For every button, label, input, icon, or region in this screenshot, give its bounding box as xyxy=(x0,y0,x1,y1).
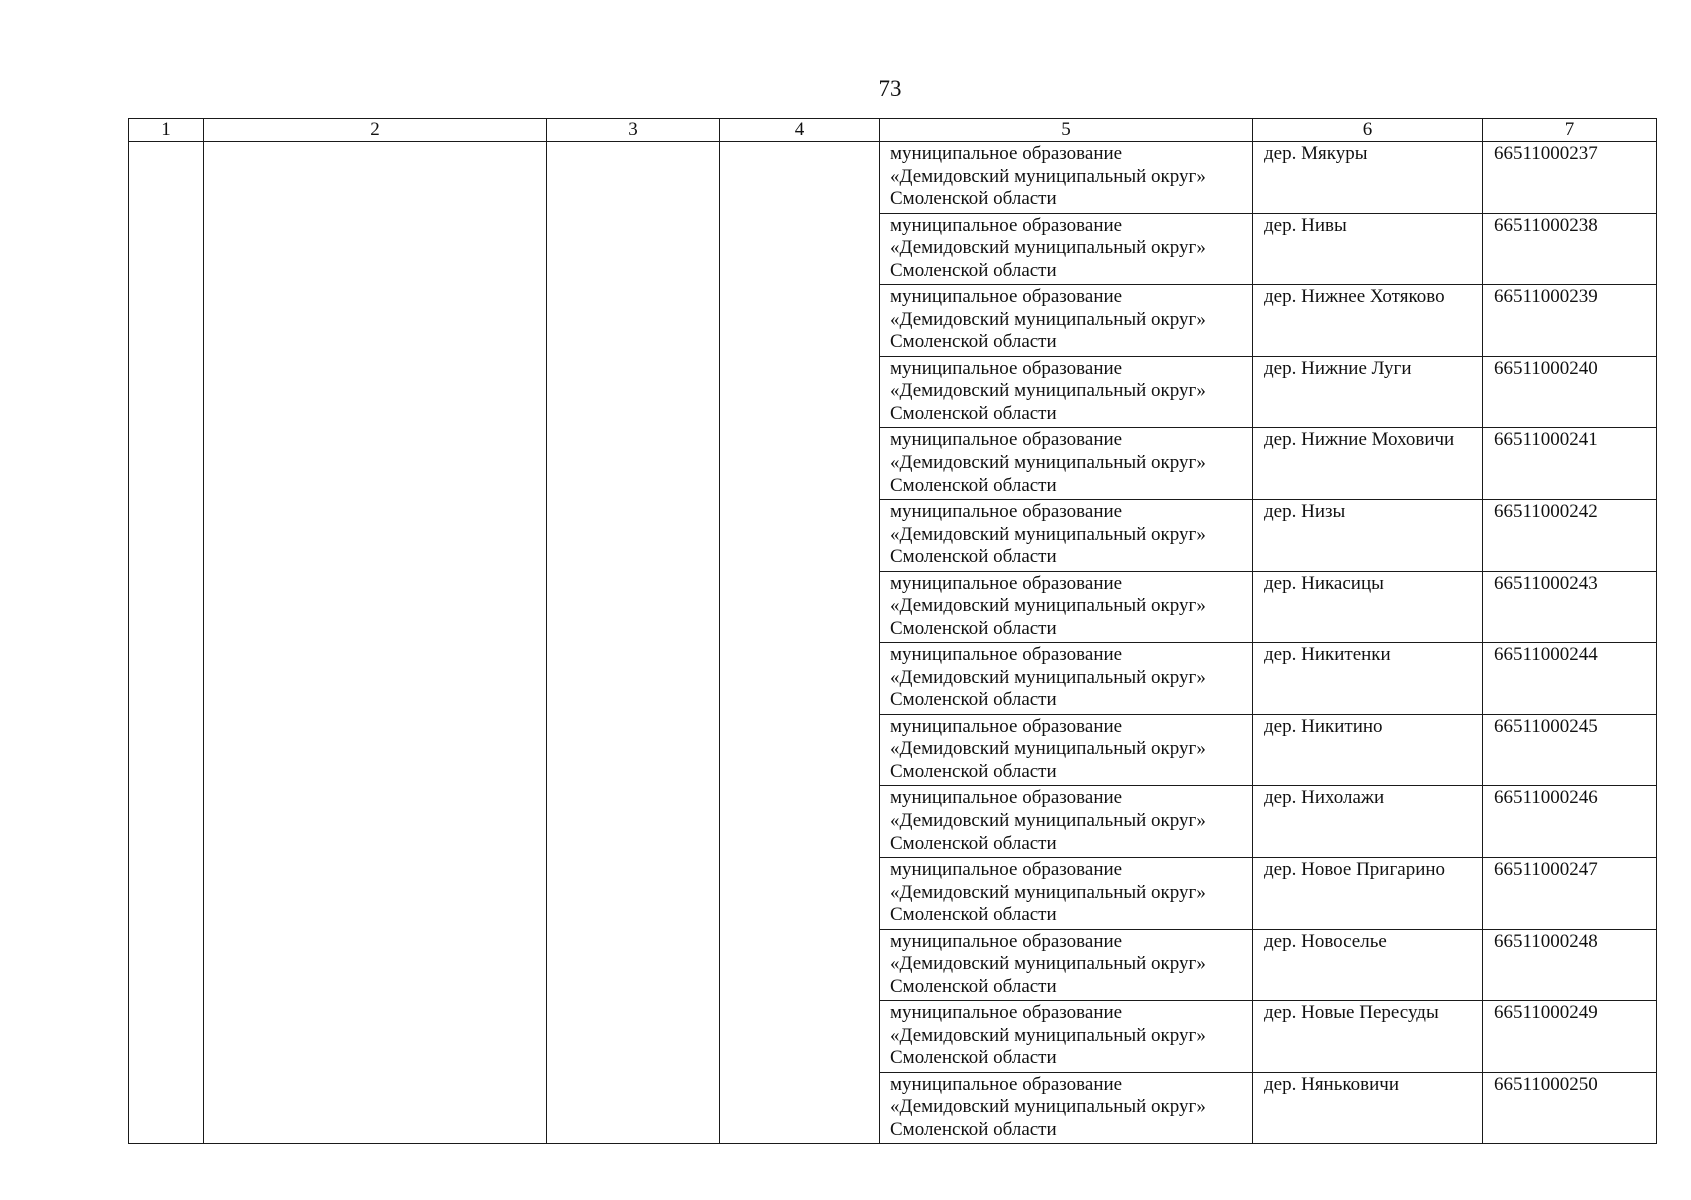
code-cell: 66511000242 xyxy=(1483,499,1657,571)
settlement-cell: дер. Нижние Моховичи xyxy=(1253,428,1483,500)
settlement-cell: дер. Новое Пригарино xyxy=(1253,857,1483,929)
column-2-merged-cell xyxy=(204,142,547,1144)
municipality-line: муниципальное образование xyxy=(890,1073,1123,1095)
settlement-cell: дер. Нивы xyxy=(1253,213,1483,285)
municipality-line: муниципальное образование xyxy=(890,143,1123,164)
settlement-cell: дер. Мякуры xyxy=(1253,142,1483,214)
municipality-cell xyxy=(880,929,1253,1001)
column-header-5: 5 xyxy=(880,119,1253,142)
municipality-line: «Демидовский муниципальный округ» xyxy=(890,237,1206,259)
municipality-line: «Демидовский муниципальный округ» xyxy=(890,1096,1206,1118)
municipality-cell xyxy=(880,285,1253,357)
code-cell: 66511000248 xyxy=(1483,929,1657,1001)
settlement-cell: дер. Низы xyxy=(1253,499,1483,571)
municipality-line: Смоленской области xyxy=(890,760,1057,782)
code-cell: 66511000245 xyxy=(1483,714,1657,786)
municipality-cell xyxy=(880,499,1253,571)
municipality-line: «Демидовский муниципальный округ» xyxy=(890,165,1206,187)
column-1-merged-cell xyxy=(129,142,204,1144)
code-cell: 66511000249 xyxy=(1483,1001,1657,1073)
municipality-cell xyxy=(880,714,1253,786)
code-cell: 66511000250 xyxy=(1483,1072,1657,1144)
code-cell: 66511000244 xyxy=(1483,643,1657,715)
municipality-line: Смоленской области xyxy=(890,975,1057,997)
municipality-line: муниципальное образование xyxy=(890,214,1123,236)
column-header-6: 6 xyxy=(1253,119,1483,142)
column-header-4: 4 xyxy=(720,119,880,142)
municipality-line: Смоленской области xyxy=(890,402,1057,424)
municipality-line: Смоленской области xyxy=(890,1047,1057,1069)
column-header-1: 1 xyxy=(129,119,204,142)
settlement-cell: дер. Нихолажи xyxy=(1253,786,1483,858)
settlement-cell: дер. Няньковичи xyxy=(1253,1072,1483,1144)
column-4-merged-cell xyxy=(720,142,880,1144)
municipality-cell xyxy=(880,643,1253,715)
settlement-cell: дер. Новые Пересуды xyxy=(1253,1001,1483,1073)
municipality-line: муниципальное образование xyxy=(890,858,1123,880)
municipality-line: «Демидовский муниципальный округ» xyxy=(890,523,1206,545)
page-number: 73 xyxy=(878,76,902,101)
municipality-line: муниципальное образование xyxy=(890,1002,1123,1024)
settlement-cell: дер. Нижнее Хотяково xyxy=(1253,285,1483,357)
municipality-line: Смоленской области xyxy=(890,188,1057,210)
municipality-line: муниципальное образование xyxy=(890,572,1123,594)
municipality-cell xyxy=(880,1072,1253,1144)
municipality-line: «Демидовский муниципальный округ» xyxy=(890,308,1206,330)
settlement-cell: дер. Новоселье xyxy=(1253,929,1483,1001)
municipality-line: муниципальное образование xyxy=(890,787,1123,809)
municipality-line: «Демидовский муниципальный округ» xyxy=(890,809,1206,831)
municipality-cell xyxy=(880,571,1253,643)
settlement-cell: дер. Никасицы xyxy=(1253,571,1483,643)
municipality-cell xyxy=(880,1001,1253,1073)
code-cell: 66511000240 xyxy=(1483,356,1657,428)
municipality-line: Смоленской области xyxy=(890,1118,1057,1140)
code-cell: 66511000247 xyxy=(1483,857,1657,929)
code-cell: 66511000246 xyxy=(1483,786,1657,858)
municipality-line: «Демидовский муниципальный округ» xyxy=(890,738,1206,760)
settlement-cell: дер. Нижние Луги xyxy=(1253,356,1483,428)
municipality-line: «Демидовский муниципальный округ» xyxy=(890,595,1206,617)
column-header-2: 2 xyxy=(204,119,547,142)
code-cell: 66511000238 xyxy=(1483,213,1657,285)
municipality-line: муниципальное образование xyxy=(890,286,1123,308)
code-cell: 66511000239 xyxy=(1483,285,1657,357)
municipality-line: муниципальное образование xyxy=(890,715,1123,737)
municipality-line: Смоленской области xyxy=(890,904,1057,926)
column-number-row xyxy=(129,119,1657,142)
municipality-line: Смоленской области xyxy=(890,617,1057,639)
municipality-cell xyxy=(880,857,1253,929)
settlement-cell: дер. Никитенки xyxy=(1253,643,1483,715)
municipality-line: «Демидовский муниципальный округ» xyxy=(890,953,1206,975)
municipality-cell xyxy=(880,356,1253,428)
municipality-line: муниципальное образование xyxy=(890,429,1123,451)
municipality-line: муниципальное образование xyxy=(890,930,1123,952)
registry-table xyxy=(128,118,1657,1144)
municipality-line: «Демидовский муниципальный округ» xyxy=(890,881,1206,903)
municipality-line: «Демидовский муниципальный округ» xyxy=(890,1024,1206,1046)
settlement-cell: дер. Никитино xyxy=(1253,714,1483,786)
municipality-line: «Демидовский муниципальный округ» xyxy=(890,380,1206,402)
code-cell: 66511000241 xyxy=(1483,428,1657,500)
column-header-7: 7 xyxy=(1483,119,1657,142)
table-row xyxy=(129,142,1657,214)
municipality-line: муниципальное образование xyxy=(890,357,1123,379)
municipality-cell xyxy=(880,428,1253,500)
municipality-line: Смоленской области xyxy=(890,259,1057,281)
municipality-line: муниципальное образование xyxy=(890,644,1123,666)
municipality-cell xyxy=(880,142,1253,214)
municipality-line: Смоленской области xyxy=(890,474,1057,496)
municipality-cell xyxy=(880,786,1253,858)
municipality-line: «Демидовский муниципальный округ» xyxy=(890,666,1206,688)
municipality-line: Смоленской области xyxy=(890,689,1057,711)
municipality-line: Смоленской области xyxy=(890,832,1057,854)
municipality-line: Смоленской области xyxy=(890,331,1057,353)
municipality-cell xyxy=(880,213,1253,285)
registry-body xyxy=(129,142,1657,1144)
municipality-line: Смоленской области xyxy=(890,546,1057,568)
municipality-line: «Демидовский муниципальный округ» xyxy=(890,451,1206,473)
column-header-3: 3 xyxy=(547,119,720,142)
code-cell: 66511000237 xyxy=(1483,142,1657,214)
municipality-line: муниципальное образование xyxy=(890,500,1123,522)
column-3-merged-cell xyxy=(547,142,720,1144)
code-cell: 66511000243 xyxy=(1483,571,1657,643)
